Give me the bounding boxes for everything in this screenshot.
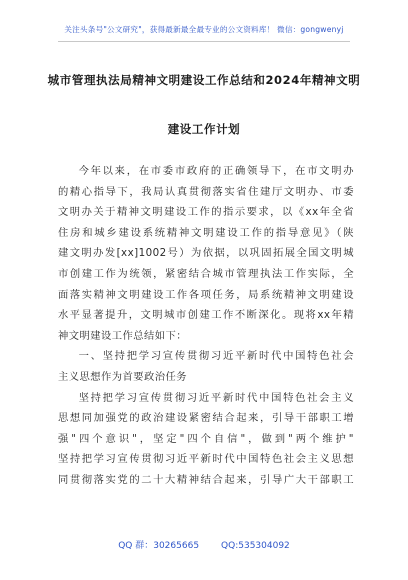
body-line: 强"四个意识"，坚定"四个自信"，做到"两个维护": [58, 432, 354, 445]
body-line: 面落实精神文明建设工作各项任务，局系统精神文明建设: [58, 288, 354, 301]
body-line: 市创建工作为统领，紧密结合城市管理执法工作实际，全: [58, 267, 354, 280]
body-line: 同贯彻落实党的二十大精神结合起来，引导广大干部职工: [58, 473, 354, 486]
header-divider: [58, 41, 350, 42]
body-line: 住房和城乡建设系统精神文明建设工作的指导意见》（陕: [58, 226, 354, 239]
document-title-line-1: 城市管理执法局精神文明建设工作总结和2024年精神文明: [47, 73, 361, 87]
body-line: 坚持把学习宣传贯彻习近平新时代中国特色社会主义思想: [58, 453, 354, 466]
body-line: 坚持把学习宣传贯彻习近平新时代中国特色社会主义: [78, 391, 354, 404]
footer-qq-group: QQ 群：30265665: [118, 541, 200, 551]
header-note: 关注头条号"公文研究"，获得最新最全最专业的公文资料库！ 微信：gongwenyj: [64, 25, 344, 34]
body-line: 建文明办发[xx]1002号）为依据，以巩固拓展全国文明城: [58, 247, 354, 260]
section-heading-line: 一、坚持把学习宣传贯彻习近平新时代中国特色社会: [78, 350, 354, 363]
body-line: 神文明建设工作总结如下：: [58, 329, 187, 342]
body-line: 今年以来，在市委市政府的正确领导下，在市文明办: [78, 165, 354, 177]
section-heading-line: 主义思想作为首要政治任务: [58, 370, 187, 383]
body-line: 水平显著提升，文明城市创建工作不断深化。现将xx年精: [58, 309, 354, 322]
body-line: 的精心指导下，我局认真贯彻落实省住建厅文明办、市委: [58, 185, 354, 198]
footer-qq-number: QQ:535304092: [221, 541, 290, 551]
document-body: [58, 161, 354, 491]
body-line: 思想同加强党的政治建设紧密结合起来，引导干部职工增: [58, 412, 354, 425]
body-line: 文明办关于精神文明建设工作的指示要求，以《xx年全省: [58, 206, 354, 219]
footer-contact: [0, 538, 408, 551]
document-title-line-2: 建设工作计划: [167, 122, 241, 136]
